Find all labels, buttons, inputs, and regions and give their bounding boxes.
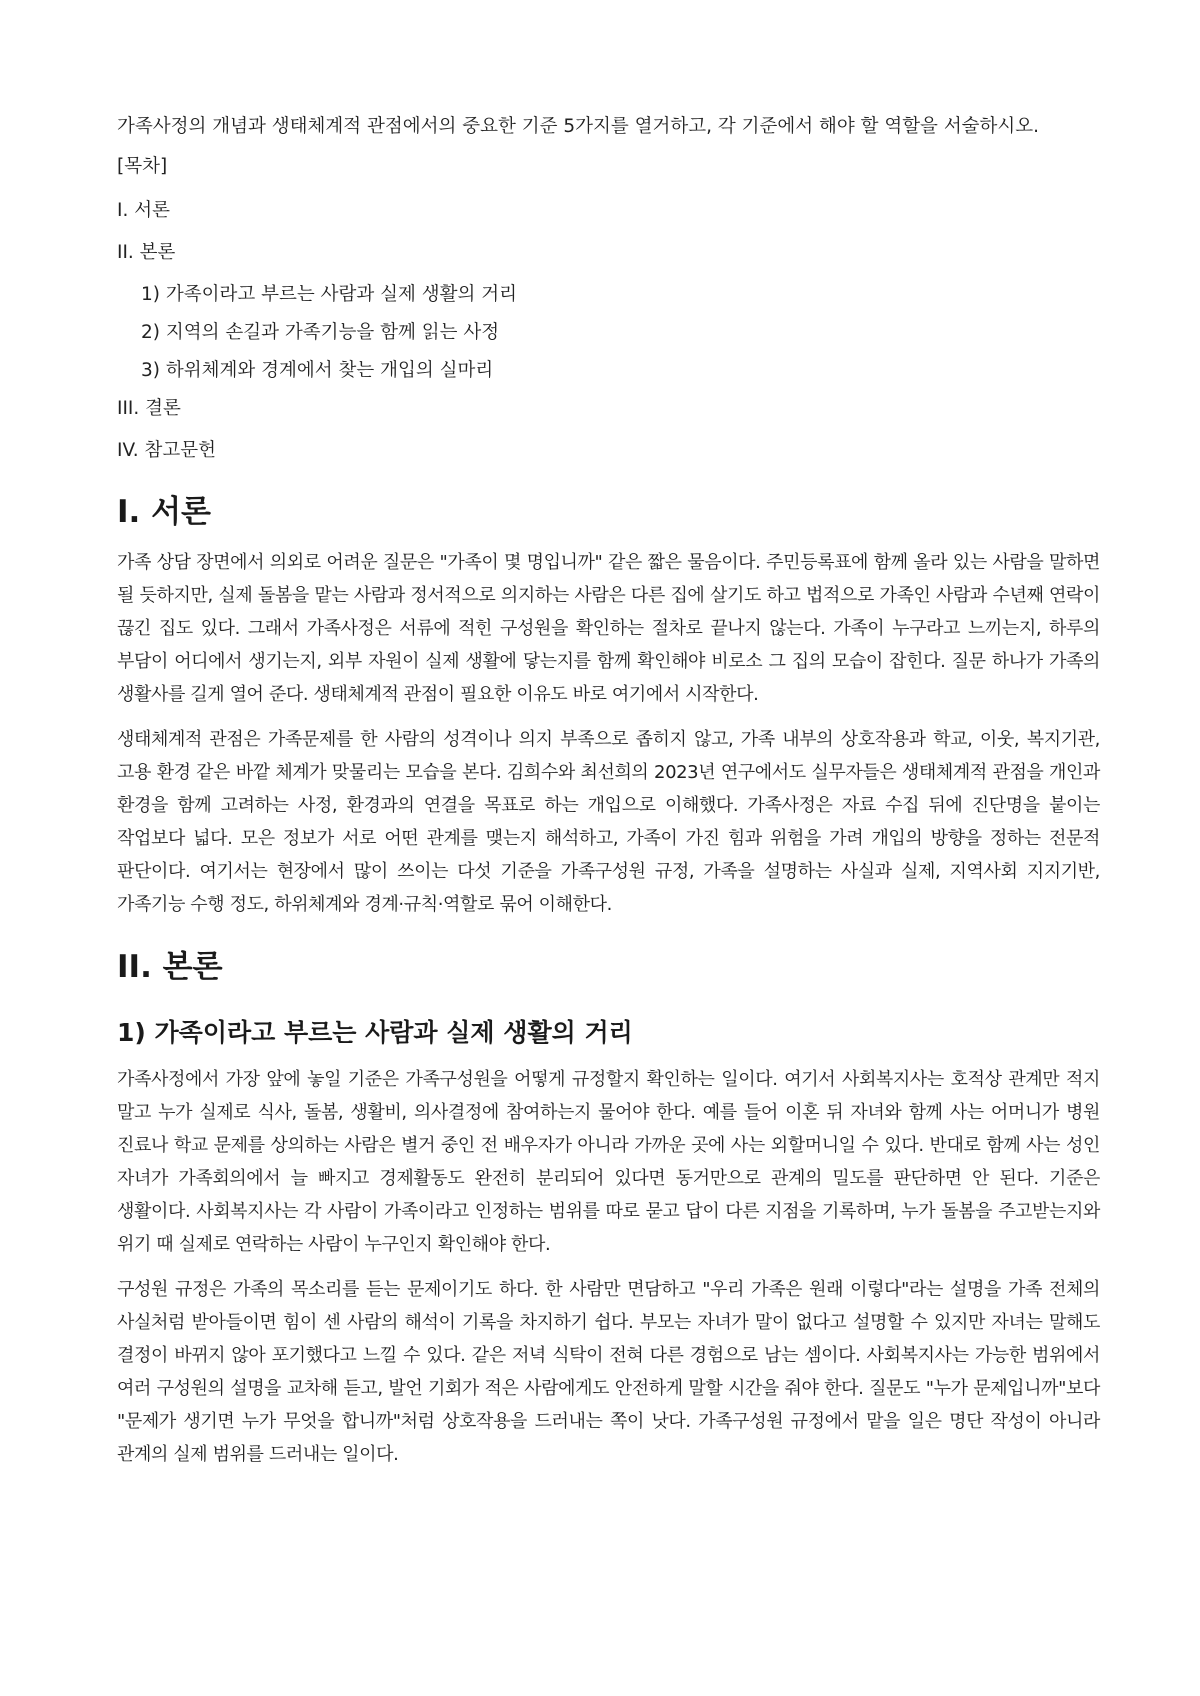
- question-prompt: 가족사정의 개념과 생태체계적 관점에서의 중요한 기준 5가지를 열거하고, 각 기준에서 해야 할 역할을 서술하시오.: [117, 116, 1040, 137]
- toc-item-conclusion: III. 결론: [117, 398, 181, 419]
- subsection-1-heading: 1) 가족이라고 부르는 사람과 실제 생활의 거리: [117, 1018, 633, 1047]
- table-of-contents: [117, 152, 1100, 466]
- toc-item-intro: I. 서론: [117, 200, 170, 221]
- toc-subitem-3: 3) 하위체계와 경계에서 찾는 개입의 실마리: [141, 360, 494, 381]
- subsection-1-paragraph-2: 구성원 규정은 가족의 목소리를 듣는 문제이기도 하다. 한 사람만 면담하고 "우리 가족은 원래 이렇다"라는 설명을 가족 전체의 사실처럼 받아들이면 힘이 센 사람의 해석이 기록을 차지하기 쉽다. 부모는 자녀가 말이 없다고 설명할 수 있지만 자녀는 말해도 결정이 바뀌지 않아 포기했다고 느낄 수 있다. 같은 저녁 식탁이 전혀 다른 경험으로 남는 셈이다. 사회복지사는 가능한 범위에서 여러 구성원의 설명을 교차해 듣고, 발언 기회가 적은 사람에게도 안전하게 말할 시간을 줘야 한다. 질문도 "누가 문제입니까"보다 "문제가 생기면 누가 무엇을 합니까"처럼 상호작용을 드러내는 쪽이 낫다. 가족구성원 규정에서 맡을 일은 명단 작성이 아니라 관계의 실제 범위를 드러내는 일이다.: [117, 1279, 1100, 1465]
- toc-subitem-2: 2) 지역의 손길과 가족기능을 함께 읽는 사정: [141, 322, 500, 343]
- intro-heading: I. 서론: [117, 494, 211, 530]
- toc-subitem-1: 1) 가족이라고 부르는 사람과 실제 생활의 거리: [141, 284, 517, 305]
- body-heading: II. 본론: [117, 949, 223, 985]
- intro-paragraph-2: 생태체계적 관점은 가족문제를 한 사람의 성격이나 의지 부족으로 좁히지 않고, 가족 내부의 상호작용과 학교, 이웃, 복지기관, 고용 환경 같은 바깥 체계가 맞물리는 모습을 본다. 김희수와 최선희의 2023년 연구에서도 실무자들은 생태체계적 관점을 개인과 환경을 함께 고려하는 사정, 환경과의 연결을 목표로 하는 개입으로 이해했다. 가족사정은 자료 수집 뒤에 진단명을 붙이는 작업보다 넓다. 모은 정보가 서로 어떤 관계를 맺는지 해석하고, 가족이 가진 힘과 위험을 가려 개입의 방향을 정하는 전문적 판단이다. 여기서는 현장에서 많이 쓰이는 다섯 기준을 가족구성원 규정, 가족을 설명하는 사실과 실제, 지역사회 지지기반, 가족기능 수행 정도, 하위체계와 경계·규칙·역할로 묶어 이해한다.: [117, 729, 1100, 915]
- subsection-1-paragraph-1: 가족사정에서 가장 앞에 놓일 기준은 가족구성원을 어떻게 규정할지 확인하는 일이다. 여기서 사회복지사는 호적상 관계만 적지 말고 누가 실제로 식사, 돌봄, 생활비, 의사결정에 참여하는지 물어야 한다. 예를 들어 이혼 뒤 자녀와 함께 사는 어머니가 병원 진료나 학교 문제를 상의하는 사람은 별거 중인 전 배우자가 아니라 가까운 곳에 사는 외할머니일 수 있다. 반대로 함께 사는 성인 자녀가 가족회의에서 늘 빠지고 경제활동도 완전히 분리되어 있다면 동거만으로 관계의 밀도를 판단하면 안 된다. 기준은 생활이다. 사회복지사는 각 사람이 가족이라고 인정하는 범위를 따로 묻고 답이 다른 지점을 기록하며, 누가 돌봄을 주고받는지와 위기 때 실제로 연락하는 사람이 누구인지 확인해야 한다.: [117, 1069, 1100, 1255]
- toc-title: [목차]: [117, 156, 168, 177]
- toc-item-references: IV. 참고문헌: [117, 440, 216, 461]
- toc-item-body: II. 본론: [117, 242, 176, 263]
- intro-paragraph-1: 가족 상담 장면에서 의외로 어려운 질문은 "가족이 몇 명입니까" 같은 짧은 물음이다. 주민등록표에 함께 올라 있는 사람을 말하면 될 듯하지만, 실제 돌봄을 맡는 사람과 정서적으로 의지하는 사람은 다른 집에 살기도 하고 법적으로 가족인 사람과 수년째 연락이 끊긴 집도 있다. 그래서 가족사정은 서류에 적힌 구성원을 확인하는 절차로 끝나지 않는다. 가족이 누구라고 느끼는지, 하루의 부담이 어디에서 생기는지, 외부 자원이 실제 생활에 닿는지를 함께 확인해야 비로소 그 집의 모습이 잡힌다. 질문 하나가 가족의 생활사를 길게 열어 준다. 생태체계적 관점이 필요한 이유도 바로 여기에서 시작한다.: [117, 552, 1100, 705]
